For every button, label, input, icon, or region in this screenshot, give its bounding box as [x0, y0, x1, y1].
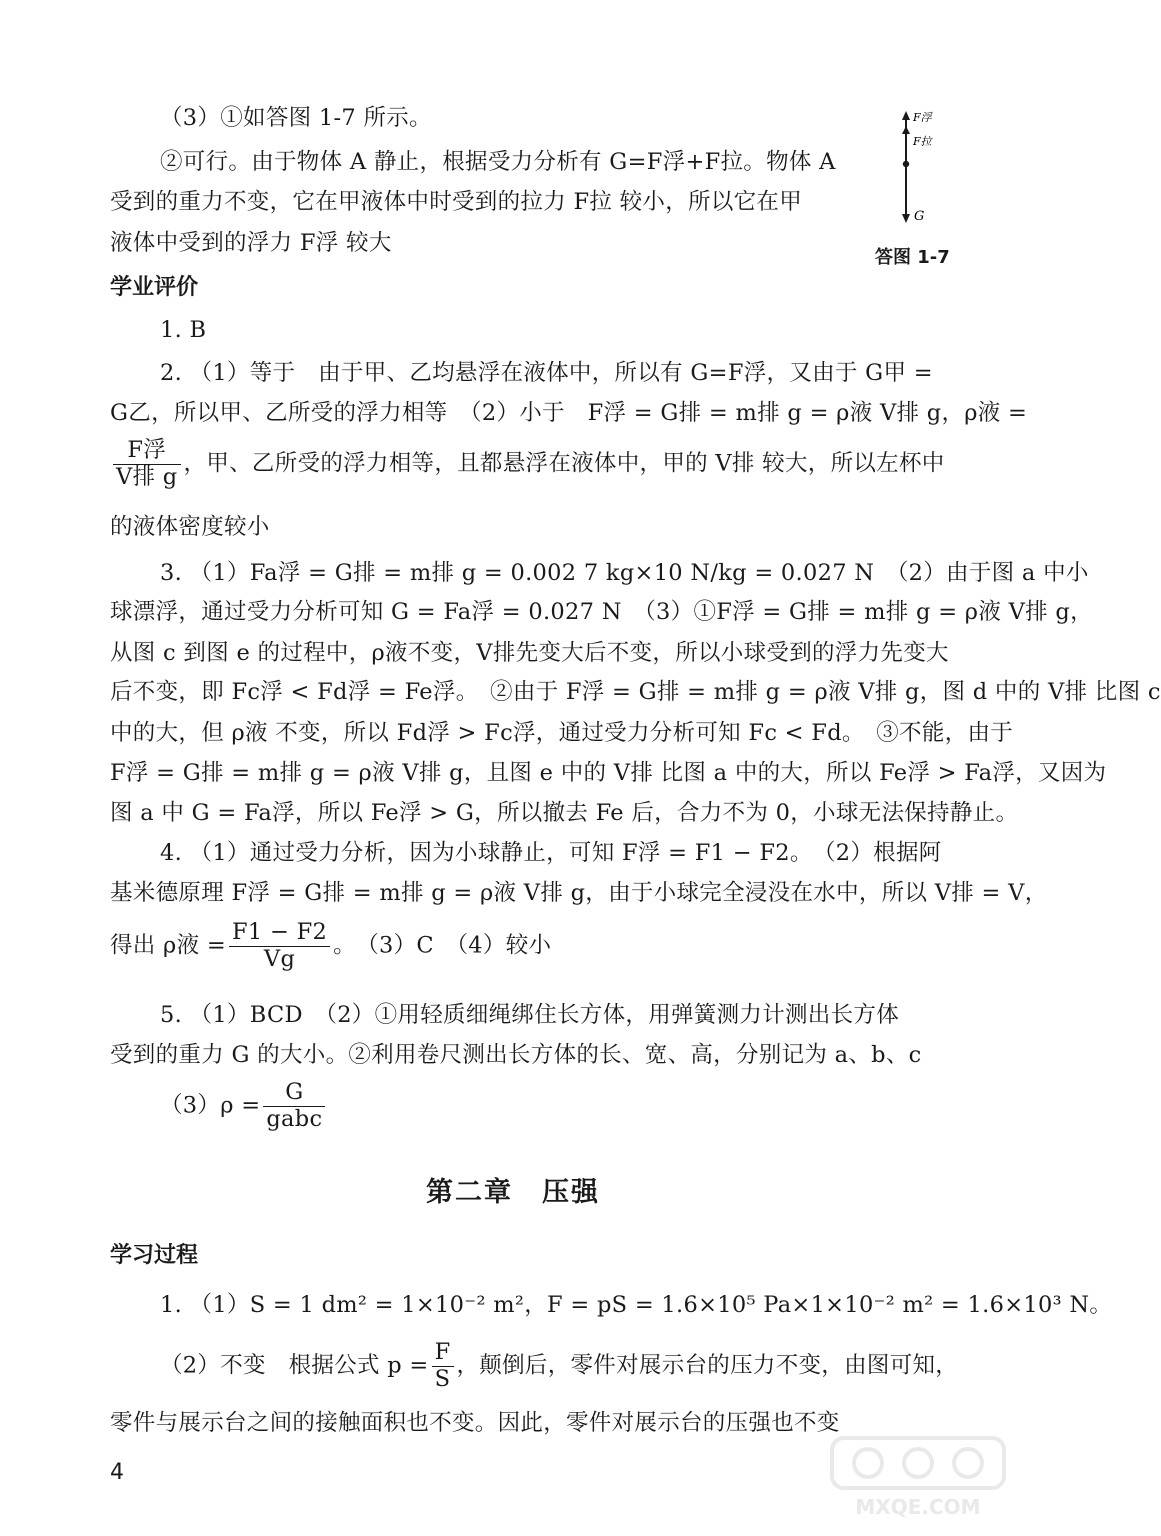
watermark-text: MXQE.COM	[855, 1495, 981, 1519]
answer-4-line: 4. （1）通过受力分析，因为小球静止，可知 F浮 = F1 − F2。 （2）根据阿	[160, 840, 942, 866]
force-diagram	[880, 108, 960, 233]
answer-4-line: 得出 ρ液 = $\frac{F1 - F2}{Vg}$ 。 （3）C （4）较小	[110, 919, 552, 972]
process-answer-1: 1. （1）S = 1 dm² = 1×10⁻² m²，F = pS = 1.6×10⁵ Pa×1×10⁻² m² = 1.6×10³ N。	[160, 1292, 1113, 1318]
process-answer-3: 零件与展示台之间的接触面积也不变。因此，零件对展示台的压强也不变	[110, 1410, 840, 1436]
force-label-tension: F拉	[913, 135, 932, 148]
answer-3-line: 3. （1）Fa浮 = G排 = m排 g = 0.002 7 kg×10 N/kg = 0.027 N （2）由于图 a 中小	[160, 560, 1089, 586]
answer-2-line: 2. （1）等于 由于甲、乙均悬浮在液体中，所以有 G=F浮，又由于 G甲 =	[160, 360, 933, 386]
answer-5-line: （3）ρ = $\frac{G}{\text{gabc}}$	[160, 1080, 328, 1133]
process-answer-2: （2）不变 根据公式 p = $\frac{F}{S}$ ，颠倒后，零件对展示台的压力不变，由图可知，	[160, 1339, 959, 1392]
force-label-gravity: G	[914, 209, 925, 224]
fraction: $\frac{F1 - F2}{Vg}$	[229, 920, 330, 973]
figure-caption: 答图 1-7	[875, 247, 950, 268]
text-line: 液体中受到的浮力 F浮 较大	[110, 230, 392, 256]
fraction: $\frac{\text{F浮}}{\text{V排 g}}$	[113, 438, 181, 491]
text-line: （3）①如答图 1-7 所示。	[160, 105, 432, 131]
section-title-learning-process: 学习过程	[110, 1243, 199, 1268]
answer-2-line: G乙，所以甲、乙所受的浮力相等 （2）小于 F浮 = G排 = m排 g = ρ液 V排 g，ρ液 =	[110, 400, 1028, 426]
answer-4-line: 基米德原理 F浮 = G排 = m排 g = ρ液 V排 g，由于小球完全浸没在水中，所以 V排 = V，	[110, 880, 1048, 906]
answer-3-line: 球漂浮，通过受力分析可知 G = Fa浮 = 0.027 N （3）①F浮 = G排 = m排 g = ρ液 V排 g，	[110, 599, 1093, 625]
answer-2-line: 的液体密度较小	[110, 514, 270, 540]
fraction: $\frac{G}{\text{gabc}}$	[263, 1080, 325, 1133]
chapter-title: 第二章 压强	[426, 1177, 600, 1208]
watermark-logo	[828, 1432, 1008, 1522]
fraction: $\frac{F}{S}$	[432, 1340, 454, 1393]
text-line: 受到的重力不变，它在甲液体中时受到的拉力 F拉 较小，所以它在甲	[110, 189, 803, 215]
answer-3-line: 图 a 中 G = Fa浮，所以 Fe浮 > G，所以撤去 Fe 后，合力不为 0，小球无法保持静止。	[110, 800, 1019, 826]
answer-5-line: 5. （1）BCD （2）①用轻质细绳绑住长方体，用弹簧测力计测出长方体	[160, 1002, 900, 1028]
answer-3-line: 从图 c 到图 e 的过程中，ρ液不变，V排先变大后不变，所以小球受到的浮力先变大	[110, 640, 949, 666]
force-label-buoyancy: F浮	[913, 111, 932, 124]
answer-1: 1. B	[160, 317, 207, 343]
answer-3-line: 中的大，但 ρ液 不变，所以 Fd浮 > Fc浮，通过受力分析可知 Fc < Fd。 ③不能，由于	[110, 720, 1014, 746]
page-number: 4	[110, 1460, 124, 1485]
text-line: ②可行。由于物体 A 静止，根据受力分析有 G=F浮+F拉。物体 A	[160, 149, 836, 175]
answer-3-line: 后不变，即 Fc浮 < Fd浮 = Fe浮。 ②由于 F浮 = G排 = m排 g = ρ液 V排 g，图 d 中的 V排 比图 c	[110, 679, 1161, 705]
answer-2-line: $\frac{\text{F浮}}{\text{V排 g}}$ ，甲、乙所受的浮力相等，且都悬浮在液体中，甲的 V排 较大，所以左杯中	[110, 438, 945, 491]
section-title-evaluation: 学业评价	[110, 275, 199, 300]
answer-3-line: F浮 = G排 = m排 g = ρ液 V排 g，且图 e 中的 V排 比图 a 中的大，所以 Fe浮 > Fa浮，又因为	[110, 760, 1107, 786]
answer-5-line: 受到的重力 G 的大小。②利用卷尺测出长方体的长、宽、高，分别记为 a、b、c	[110, 1042, 922, 1068]
